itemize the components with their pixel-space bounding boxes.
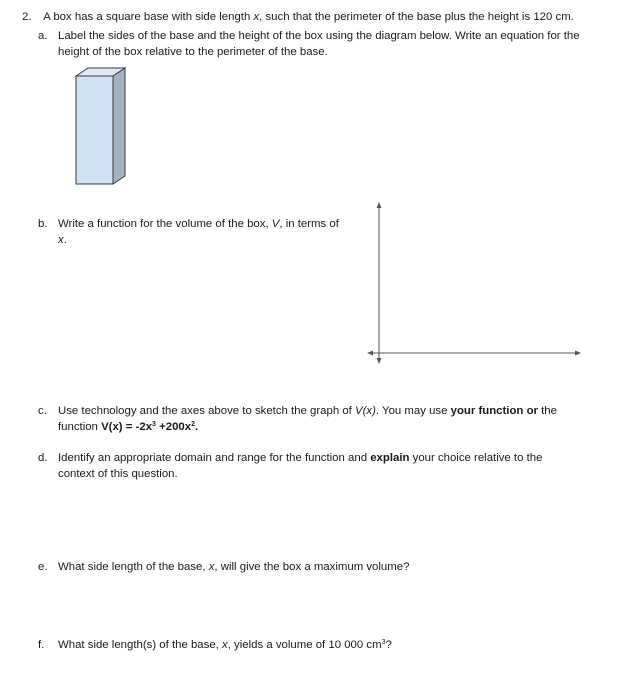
- part-c-line1-bold1: your function: [450, 405, 524, 417]
- blank-axes: [364, 198, 586, 366]
- part-c-line2-exp1: 3: [152, 421, 156, 428]
- part-f-text: [58, 638, 392, 653]
- question-stem-post: , such that the perimeter of the base plus the height is 120 cm.: [259, 11, 574, 23]
- question-number: 2.: [22, 11, 32, 23]
- y-axis-arrow-up: [377, 202, 382, 208]
- part-c-line2-post: .: [195, 421, 199, 433]
- part-e-text-pre: What side length of the base,: [58, 561, 209, 573]
- part-e-text-post: , will give the box a maximum volume?: [214, 561, 410, 573]
- question-stem-var: x: [253, 11, 260, 23]
- question-2-stem: [22, 10, 574, 25]
- box-front-face: [76, 76, 113, 184]
- part-c-line1-bold2: or: [526, 405, 538, 417]
- part-c-line1-pre: Use technology and the axes above to sketch the graph of: [58, 405, 355, 417]
- part-c-line2-func: V(x) = -2x: [101, 421, 153, 433]
- part-c-function-formula: [101, 421, 198, 433]
- part-d-line1-post: your choice relative to the: [409, 452, 543, 464]
- part-c-line1-func: V(x): [355, 405, 376, 417]
- part-b-line2-post: .: [63, 234, 67, 246]
- part-f-text-mid: , yields a volume of 10 000 cm: [227, 639, 382, 651]
- part-c-line1-post: the: [537, 405, 557, 417]
- part-c-line2-pre: function: [58, 421, 102, 433]
- part-f-text-exp: 3: [381, 639, 386, 646]
- box-side-face: [113, 68, 125, 184]
- part-f-text-var: x: [222, 639, 228, 651]
- part-a-line2: height of the box relative to the perimeter of the base.: [58, 46, 328, 58]
- part-e-text: [58, 560, 409, 575]
- part-b-line1-pre: Write a function for the volume of the box,: [58, 218, 272, 230]
- part-f-label: f.: [38, 639, 45, 651]
- part-d-label: d.: [38, 452, 48, 464]
- part-c-line1: [58, 404, 557, 419]
- part-c-line2: [58, 420, 198, 435]
- part-c-line2-exp2: 2: [191, 421, 196, 428]
- x-axis-arrow-left: [367, 351, 373, 356]
- y-axis-arrow-down: [377, 358, 382, 364]
- part-b-line2-var: x: [58, 234, 64, 246]
- part-a-line1: Label the sides of the base and the height of the box using the diagram below. Write an equation for the: [58, 30, 580, 42]
- part-b-line1: [58, 217, 339, 232]
- part-b-line1-var: V: [271, 218, 280, 230]
- question-stem-pre: A box has a square base with side length: [43, 11, 254, 23]
- part-f-text-pre: What side length(s) of the base,: [58, 639, 222, 651]
- part-c-line1-mid: . You may use: [375, 405, 451, 417]
- part-d-line1: [58, 451, 542, 466]
- part-b-label: b.: [38, 218, 48, 230]
- part-e-text-var: x: [208, 561, 215, 573]
- part-d-line1-pre: Identify an appropriate domain and range for the function and: [58, 452, 371, 464]
- part-b-line1-post: , in terms of: [279, 218, 339, 230]
- part-d-line1-bold: explain: [370, 452, 410, 464]
- part-f-text-post: ?: [385, 639, 392, 651]
- part-c-line2-mid: +200x: [155, 421, 192, 433]
- x-axis-arrow-right: [575, 351, 581, 356]
- part-a-label: a.: [38, 30, 48, 42]
- part-c-label: c.: [38, 405, 47, 417]
- part-b-line2: [58, 233, 67, 248]
- part-e-label: e.: [38, 561, 48, 573]
- box-diagram: [70, 63, 132, 189]
- part-d-line2: context of this question.: [58, 468, 178, 480]
